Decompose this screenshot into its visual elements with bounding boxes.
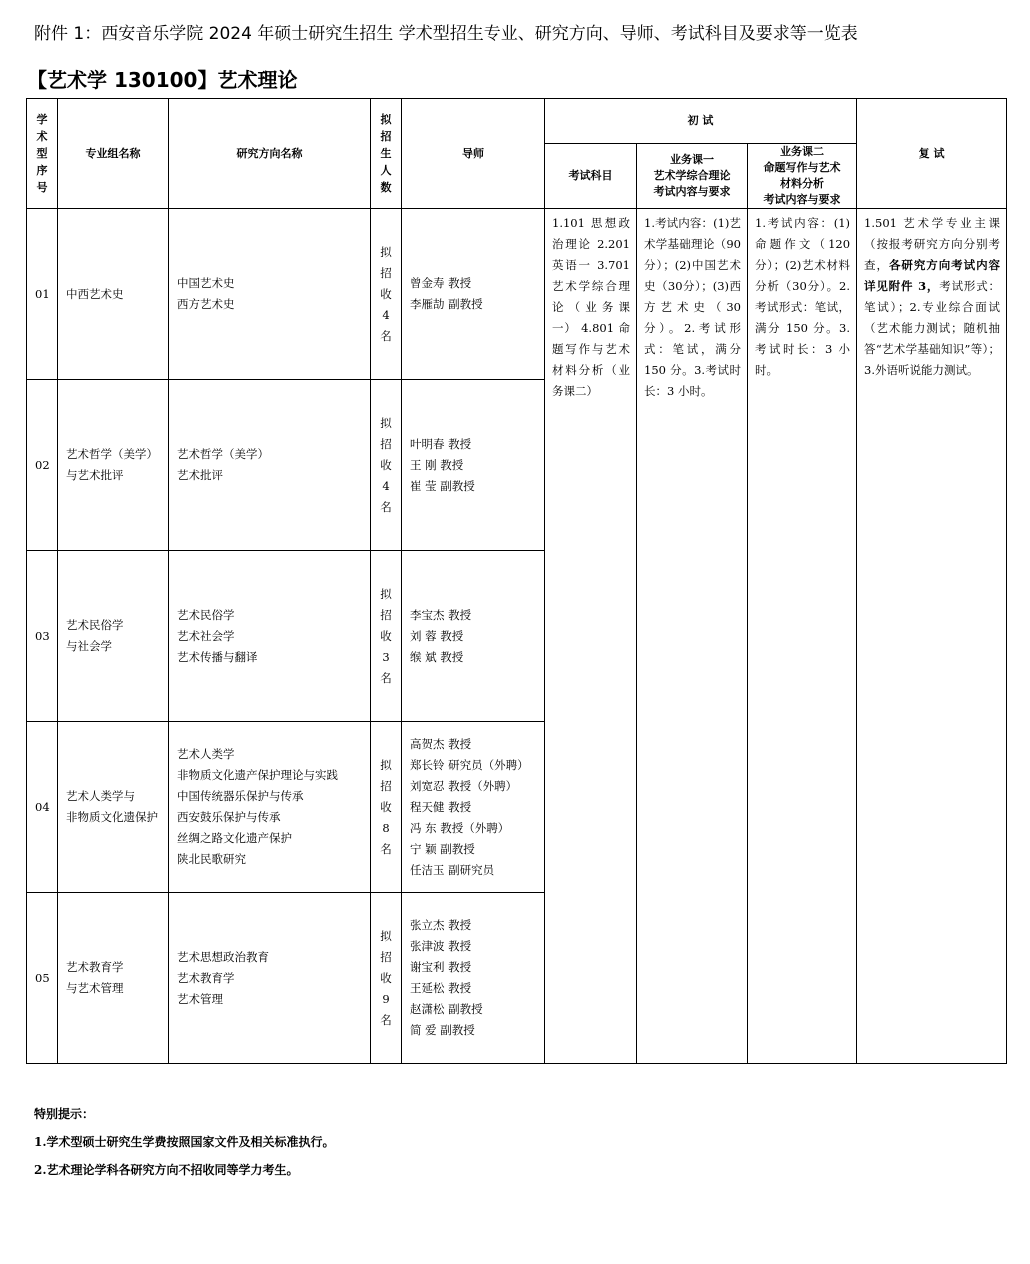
header-direction: 研究方向名称	[169, 99, 371, 209]
notes-heading: 特别提示：	[34, 1107, 95, 1121]
retest-requirements: 1.501 艺术学专业主课（按报考研究方向分别考查，各研究方向考试内容详见附件 3，考试形式：笔试）；2.专业综合面试（艺术能力测试；随机抽答“艺术学基础知识”等）；3.外语听说能力测试。	[857, 209, 1007, 1064]
row-group: 艺术哲学（美学） 与艺术批评	[58, 380, 169, 551]
row-directions: 艺术人类学 非物质文化遗产保护理论与实践 中国传统器乐保护与传承 西安鼓乐保护与传承 丝绸之路文化遗产保护 陕北民歌研究	[169, 722, 371, 893]
row-group: 艺术教育学 与艺术管理	[58, 893, 169, 1064]
row-supervisors: 高贺杰 教授 郑长铃 研究员（外聘） 刘宽忍 教授（外聘） 程天健 教授 冯 东 教授（外聘） 宁 颖 副教授 任洁玉 副研究员	[402, 722, 545, 893]
row-directions: 艺术民俗学 艺术社会学 艺术传播与翻译	[169, 551, 371, 722]
row-quota: 拟招收4名	[371, 380, 402, 551]
exam-subjects: 1.101 思想政治理论 2.201 英语一 3.701 艺术学综合理论（业务课一） 4.801 命题写作与艺术材料分析（业务课二）	[545, 209, 637, 1064]
row-seq: 04	[27, 722, 58, 893]
row-supervisors: 张立杰 教授 张津波 教授 谢宝利 教授 王延松 教授 赵潇松 副教授 简 爱 副教授	[402, 893, 545, 1064]
header-seq: 学术型序号	[27, 99, 58, 209]
row-seq: 01	[27, 209, 58, 380]
header-retest: 复 试	[857, 99, 1007, 209]
row-supervisors: 李宝杰 教授 刘 蓉 教授 缑 斌 教授	[402, 551, 545, 722]
row-seq: 03	[27, 551, 58, 722]
header-group: 专业组名称	[58, 99, 169, 209]
course1-requirements: 1.考试内容：(1)艺术学基础理论（90分）；(2)中国艺术史（30分）；(3)西方艺术史（30分）。2.考试形式：笔试，满分 150 分。3.考试时长：3 小时。	[637, 209, 748, 1064]
header-subjects: 考试科目	[545, 144, 637, 209]
row-group: 艺术人类学与 非物质文化遗保护	[58, 722, 169, 893]
table-row	[27, 209, 1007, 380]
header-initial-exam: 初 试	[545, 99, 857, 144]
row-seq: 02	[27, 380, 58, 551]
row-directions: 艺术哲学（美学） 艺术批评	[169, 380, 371, 551]
admissions-table	[26, 98, 1007, 1064]
row-group: 中西艺术史	[58, 209, 169, 380]
row-supervisors: 叶明春 教授 王 刚 教授 崔 莹 副教授	[402, 380, 545, 551]
course2-requirements: 1.考试内容：(1)命题作文（120分）；(2)艺术材料分析（30分）。2.考试形式：笔试，满分 150 分。3.考试时长：3 小时。	[748, 209, 857, 1064]
row-directions: 艺术思想政治教育 艺术教育学 艺术管理	[169, 893, 371, 1064]
note-item: 1.学术型硕士研究生学费按照国家文件及相关标准执行。	[34, 1135, 335, 1149]
row-group: 艺术民俗学 与社会学	[58, 551, 169, 722]
row-quota: 拟招收3名	[371, 551, 402, 722]
discipline-heading: 【艺术学 130100】艺术理论	[27, 68, 298, 92]
page-title: 附件 1：西安音乐学院 2024 年硕士研究生招生 学术型招生专业、研究方向、导师、考试科目及要求等一览表	[34, 24, 858, 44]
row-supervisors: 曾金寿 教授 李雁劼 副教授	[402, 209, 545, 380]
header-course1: 业务课一 艺术学综合理论 考试内容与要求	[637, 144, 748, 209]
header-course2: 业务课二 命题写作与艺术 材料分析 考试内容与要求	[748, 144, 857, 209]
special-notes	[34, 1100, 335, 1184]
note-item: 2.艺术理论学科各研究方向不招收同等学力考生。	[34, 1163, 299, 1177]
row-directions: 中国艺术史 西方艺术史	[169, 209, 371, 380]
row-quota: 拟招收8名	[371, 722, 402, 893]
row-quota: 拟招收4名	[371, 209, 402, 380]
row-quota: 拟招收9名	[371, 893, 402, 1064]
header-supervisor: 导师	[402, 99, 545, 209]
header-quota: 拟招生人数	[371, 99, 402, 209]
row-seq: 05	[27, 893, 58, 1064]
